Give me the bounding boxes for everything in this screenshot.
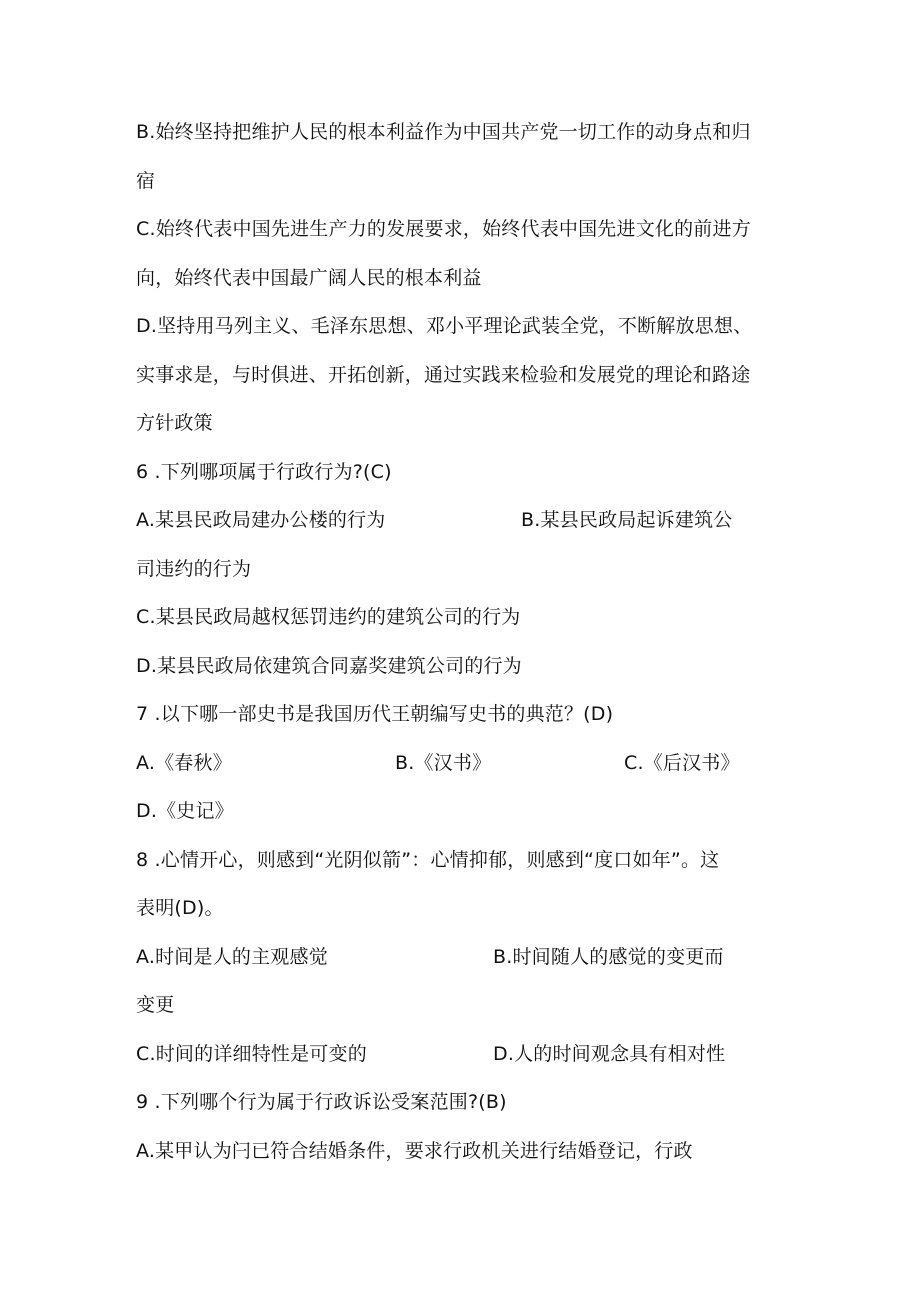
q5-option-d-line3: 方针政策 xyxy=(136,412,213,434)
q5-option-d-line2: 实事求是，与时俱进、开拓创新，通过实践来检验和发展党的理论和路途 xyxy=(136,364,751,386)
q5-option-c-line1: C.始终代表中国先进生产力的发展要求，始终代表中国先进文化的前进方 xyxy=(136,218,751,240)
q7-option-a: A.《春秋》 xyxy=(136,752,232,774)
q6-option-b-line1: B.某县民政局起诉建筑公 xyxy=(521,509,733,531)
question-8-line2: 表明(D)。 xyxy=(136,897,224,919)
question-9: 9 .下列哪个行为属于行政诉讼受案范围?(B) xyxy=(136,1091,507,1113)
q5-option-c-line2: 向，始终代表中国最广阔人民的根本利益 xyxy=(136,267,482,289)
q9-option-a-line1: A.某甲认为闩已符合结婚条件，要求行政机关进行结婚登记，行政 xyxy=(136,1140,693,1162)
q8-option-d: D.人的时间观念具有相对性 xyxy=(493,1043,726,1065)
q8-option-a: A.时间是人的主观感觉 xyxy=(136,946,328,968)
q8-option-c: C.时间的详细特性是可变的 xyxy=(136,1043,367,1065)
question-7: 7 .以下哪一部史书是我国历代王朝编写史书的典范？(D) xyxy=(136,703,614,725)
q5-option-d-line1: D.坚持用马列主义、毛泽东思想、邓小平理论武装全党，不断解放思想、 xyxy=(136,315,753,337)
q6-option-c: C.某县民政局越权惩罚违约的建筑公司的行为 xyxy=(136,606,521,628)
q8-option-b-line2: 变更 xyxy=(136,994,175,1016)
q5-option-b-line2: 宿 xyxy=(136,170,156,192)
q7-option-c: C.《后汉书》 xyxy=(624,752,740,774)
q6-option-a: A.某县民政局建办公楼的行为 xyxy=(136,509,386,531)
question-6: 6 .下列哪项属于行政行为?(C) xyxy=(136,461,392,483)
question-8-line1: 8 .心情开心，则感到“光阴似箭”：心情抑郁，则感到“度口如年”。这 xyxy=(136,849,720,871)
q7-option-d: D.《史记》 xyxy=(136,800,234,822)
q6-option-d: D.某县民政局依建筑合同嘉奖建筑公司的行为 xyxy=(136,655,522,677)
q8-option-b-line1: B.时间随人的感觉的变更而 xyxy=(493,946,724,968)
q5-option-b-line1: B.始终坚持把维护人民的根本利益作为中国共产党一切工作的动身点和归 xyxy=(136,121,751,143)
q6-option-b-line2: 司违约的行为 xyxy=(136,558,252,580)
q7-option-b: B.《汉书》 xyxy=(395,752,492,774)
